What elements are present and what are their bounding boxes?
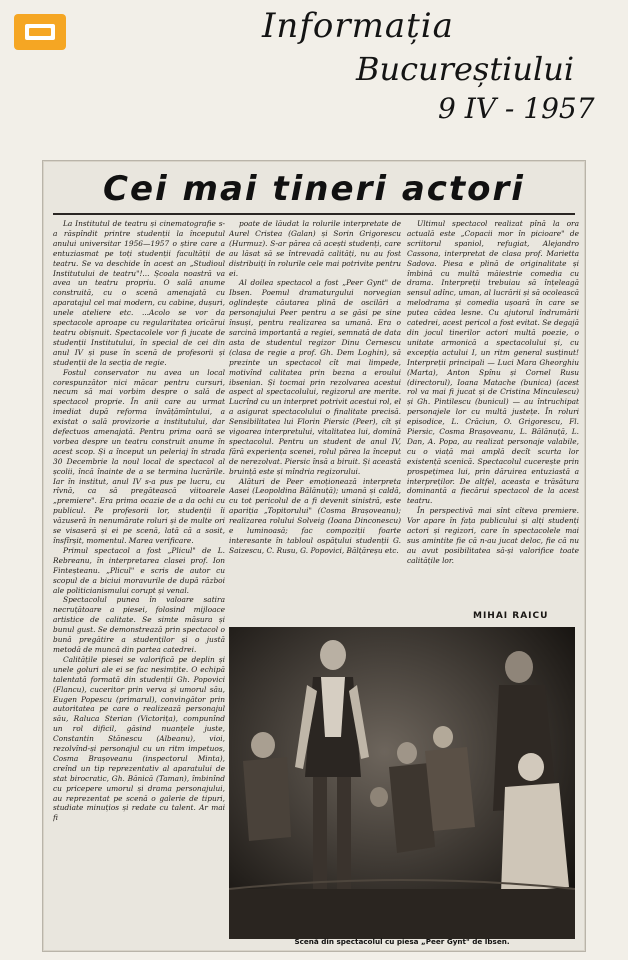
paragraph: Calitățile piesei se valorifică pe deplin și unele goluri ale ei se fac nesimțite. O echipă talentată formată din studenții Gh. Popovici (Flancu), cuceritor prin verva și umorul său, Eugen Popescu (primarul), convingător prin autoritatea pe care o realizează personajul său, Raluca Sterian (Victorița), compunînd un rol dificil, găsind nuanțele juste, Constantin Stănescu (Albeanu), vioi, rezolvînd-și personajul cu un ritm impetuos, Cosma Brașoveanu (inspectorul Minta), creînd un tip reprezentativ al aparatului de stat birocratic, Gh. Bănică (Taman), îmbinînd cu pricepere umorul și drama personajului, au reprezentat pe scenă o galerie de tipuri, studiate minuțios și redate cu talent. Ar mai fi	[53, 654, 225, 823]
article-column-2	[229, 219, 401, 619]
paragraph: Alături de Peer emoționează interpreta Aasei (Leopoldina Bălănuță); umană și caldă, cu tot pericolul de a fi devenit sinistră, este apariția „Topitorului" (Cosma Brașoveanu); realizarea rolului Solveig (Ioana Dinconescu) e luminoasă; fac compoziții foarte interesante în tabloul ospățului studenții G. Saizescu, C. Rusu, G. Popovici, Bălțăreșu etc.	[229, 476, 401, 555]
handwritten-publication-name: Informația	[262, 6, 454, 46]
paragraph: Al doilea spectacol a fost „Peer Gynt" de Ibsen. Poemul dramaturgului norvegian oglindește căutarea plină de oscilări a personajului Peer pentru a se găsi pe sine însuși, pentru realizarea sa umană. Era o sarcină importantă a regiei, semnată de data asta de studentul regizor Dinu Cernescu (clasa de regie a prof. Gh. Dem Loghin), să prezinte un spectacol cît mai limpede, motivînd calitatea prin bezna a eroului ibsenian. Și tocmai prin rezolvarea acestui aspect al spectacolului, regizorul are merite. Lucrînd cu un interpret potrivit acestui rol, el a asigurat spectacolului o finalitate precisă. Sensibilitatea lui Florin Piersic (Peer), cît și vigoarea interpretului, vitalitatea lui, domină spectacolul. Pentru un student de anul IV, fără experiența scenei, rolul părea la început de nerezolvat. Piersic însă a biruit. Și această bruință este și mîndria regizorului.	[229, 278, 401, 476]
headline-rule	[53, 213, 575, 215]
paragraph: Spectacolul punea în valoare satira necruțătoare a piesei, folosind mijloace artistice de calitate. Se simte măsura și bunul gust. Se demonstrează prin spectacol o bună pregătire a studenților și o justă metodă de muncă din partea catedrei.	[53, 595, 225, 654]
paragraph: În perspectivă mai sînt cîteva premiere. Vor apare în fața publicului și alți studenți actori și regizori, care în spectacolele mai sus amintite fie că n-au jucat deloc, fie că nu au avut posibilitatea să-și valorifice toate calitățile lor.	[407, 506, 579, 565]
paragraph: La Institutul de teatru și cinematografie s-a răspîndit printre studenții la începutul anului universitar 1956—1957 o știre care a entuziasmat pe toți studenții facultății de teatru. Se va deschide în acest an „Studioul Institutului de teatru"!... Școala noastră va avea un teatru propriu. O sală anume construită, cu o scenă amenajată cu aparatajul cel mai modern, cu cabine, dușuri, unele ateliere etc. ...Acolo se vor da spectacole aproape cu regularitatea oricărui teatru obișnuit. Spectacolele vor fi jucate de studenții Institutului, în special de cei din anul IV și puse în scenă de profesorii și studenții de la secția de regie.	[53, 219, 225, 367]
app-badge-icon[interactable]	[14, 14, 66, 50]
handwritten-publication-city: Bucureștiului	[356, 50, 575, 88]
paragraph: Ultimul spectacol realizat pînă la ora actuală este „Copacii mor în picioare" de scriitorul spaniol, refugiat, Alejandro Cassona, interpretat de clasa prof. Marietta Sadova. Piesa e plină de originalitate și îmbină cu multă măiestrie comedia cu drama. Interpreții trebuiau să înțeleagă sensul adînc, uman, al lucrării și să ocolească melodrama și comedia ușoară în care se putea cădea lesne. Cu ajutorul îndrumării catedrei, acest pericol a fost evitat. Se degajă din jocul tinerilor actori multă poezie, o unitate armonică a spectacolului și, cu excepția actului I, un ritm general susținut! Interpreții principali — Luci Mara Gheorghiu (Marta), Anton Spînu și Cornel Rusu (directorul), Ioana Matache (bunica) (acest rol va mai fi jucat și de Cristina Minculescu) și Gh. Pintilescu (bunicul) — au întruchipat personajele lor cu multă justețe. În roluri episodice, L. Crăciun, O. Grigorescu, Fl. Piersic, Cosma Brașoveanu, L. Bălănuță, L. Dan, A. Popa, au realizat personaje valabile, cu o viață mai amplă decît scurta lor existență scenică. Spectacolul cucerește prin prospețimea lui, prin dăruirea entuziastă a interpreților. De altfel, aceasta e trăsătura dominantă a fiecărui spectacol de la acest teatru.	[407, 219, 579, 506]
newspaper-clipping	[42, 160, 586, 952]
article-column-1	[53, 219, 225, 941]
article-author: MIHAI RAICU	[473, 611, 549, 621]
handwritten-date: 9 IV - 1957	[438, 92, 595, 125]
paragraph: poate de lăudat la rolurile interpretate de Aurel Cristea (Galan) și Sorin Grigorescu (Hurmuz). S-ar părea că acești studenți, care au lăsat să se întrevadă calități, nu au fost distribuiți în rolurile cele mai potrivite pentru ei.	[229, 219, 401, 278]
stage-photo	[229, 627, 575, 939]
article-headline: Cei mai tineri actori	[103, 169, 525, 209]
paragraph: Primul spectacol a fost „Plicul" de L. Rebreanu, în interpretarea clasei prof. Ion Finteșteanu. „Plicul" e scris de autor cu scopul de a biciui moravurile de după război ale politicianismului corupt și venal.	[53, 545, 225, 595]
paragraph: Fostul conservator nu avea un local corespunzător nici măcar pentru cursuri, necum să mai vorbim despre o sală de spectacol proprie. În anii care au urmat imediat după reforma învățămîntului, a existat o sală provizorie a institutului, dar defectuos amenajată. Pentru prima oară se vorbea despre un teatru construit anume în acest scop. Și a început un peleriaj în strada 30 Decembrie la noul local de spectacol al școlii, încă înainte de a se termina lucrările. Iar în institut, anul IV s-a pus pe lucru, cu rîvnă, ca să pregătească viitoarele „premiere". Era prima ocazie de a da ochi cu publicul. Pe profesorii lor, studenții îi văzuseră în nenumărate roluri și de multe ori se visaseră și ei pe scenă, lată că a sosit, însfîrșit, momentul. Marea verificare.	[53, 367, 225, 545]
photo-caption: Scenă din spectacolul cu piesa „Peer Gynt" de Ibsen.	[294, 937, 510, 946]
stage-photo-illustration	[229, 627, 575, 939]
article-column-3	[407, 219, 579, 609]
